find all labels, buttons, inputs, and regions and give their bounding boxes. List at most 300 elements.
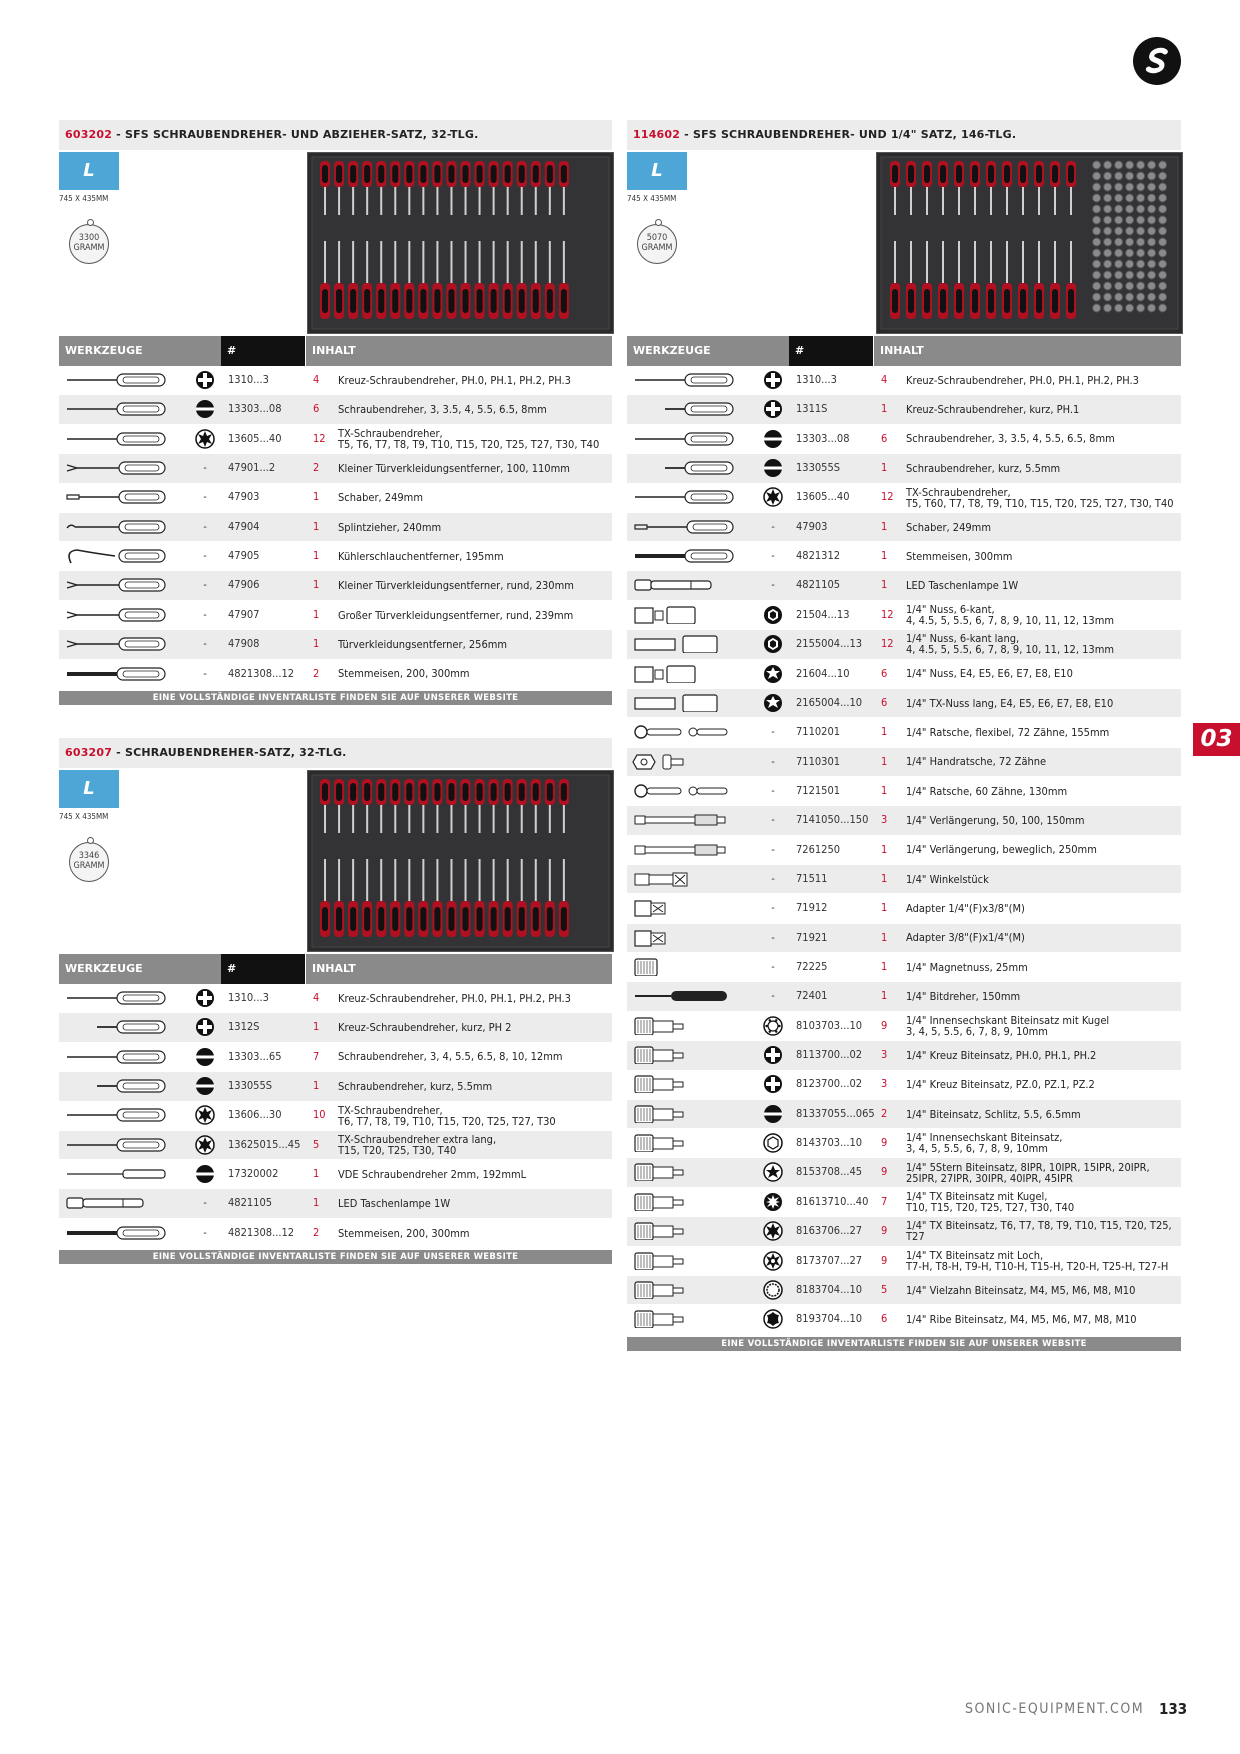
socket-long-tool-icon — [631, 694, 735, 712]
article-code[interactable]: 603207 — [65, 746, 113, 759]
table-row[interactable] — [59, 630, 612, 659]
description: Schaber, 249mm — [906, 520, 991, 534]
article-number: 7110301 — [796, 754, 841, 768]
vde-tool-icon — [63, 1165, 167, 1183]
ujoint-tool-icon — [631, 870, 735, 888]
quantity: 9 — [881, 1136, 888, 1150]
no-symbol: - — [203, 637, 207, 651]
article-number: 8123700...02 — [796, 1077, 863, 1091]
quantity: 1 — [881, 871, 888, 885]
chisel-tool-icon — [631, 547, 735, 565]
ratchet-tool-icon — [631, 782, 735, 800]
description: 1/4" Handratsche, 72 Zähne — [906, 755, 1047, 769]
article-number: 8163706...27 — [796, 1224, 863, 1238]
quantity: 1 — [881, 402, 888, 416]
table-row[interactable] — [627, 1247, 1181, 1276]
article-number: 13303...65 — [228, 1049, 282, 1063]
description: Stemmeisen, 300mm — [906, 549, 1013, 563]
description: 1/4" TX Biteinsatz mit Kugel, T10, T15, T20, T25, T27, T30, T40 — [906, 1190, 1075, 1215]
table-row[interactable] — [59, 1189, 612, 1218]
article-number: 47903 — [228, 490, 260, 504]
table-row[interactable] — [627, 718, 1181, 747]
section-title — [627, 120, 1181, 150]
quantity: 9 — [881, 1224, 888, 1238]
description: VDE Schraubendreher 2mm, 192mmL — [338, 1167, 527, 1181]
quantity: 1 — [313, 490, 320, 504]
description: Schraubendreher, 3, 4, 5.5, 6.5, 8, 10, 12mm — [338, 1050, 563, 1064]
description: Kreuz-Schraubendreher, PH.0, PH.1, PH.2, PH.3 — [338, 991, 571, 1005]
slot-profile-icon — [762, 1104, 784, 1124]
quantity: 1 — [881, 842, 888, 856]
weight-unit: GRAMM — [73, 243, 105, 253]
article-number: 72225 — [796, 960, 828, 973]
description: 1/4" Nuss, 6-kant, 4, 4.5, 5, 5.5, 6, 7, 8, 9, 10, 11, 12, 13mm — [906, 603, 1115, 628]
quantity: 6 — [881, 666, 888, 680]
description: 1/4" TX Biteinsatz, T6, T7, T8, T9, T10, T15, T20, T25, T27 — [906, 1219, 1172, 1244]
drawer-dimensions: 745 X 435MM — [59, 812, 109, 821]
quantity: 1 — [881, 519, 888, 533]
description: Adapter 3/8"(F)x1/4"(M) — [906, 931, 1025, 945]
no-symbol: - — [771, 989, 775, 1003]
table-row[interactable] — [627, 1217, 1181, 1246]
description: 1/4" Ribe Biteinsatz, M4, M5, M6, M7, M8, M10 — [906, 1312, 1137, 1326]
weight-tag-icon — [637, 224, 677, 264]
table-row[interactable] — [627, 454, 1181, 483]
article-number: 47905 — [228, 549, 260, 563]
description: 1/4" Verlängerung, beweglich, 250mm — [906, 843, 1097, 857]
quantity: 9 — [881, 1018, 888, 1032]
remover-tool-icon — [63, 459, 167, 477]
description: 1/4" Ratsche, flexibel, 72 Zähne, 155mm — [906, 725, 1110, 739]
col-tools: WERKZEUGE — [59, 336, 221, 366]
table-row[interactable] — [627, 1041, 1181, 1070]
tool-tray-photo — [307, 152, 614, 334]
no-symbol: - — [771, 813, 775, 827]
table-row[interactable] — [59, 1013, 612, 1042]
screwdriver-tool-icon — [631, 430, 735, 448]
table-row[interactable] — [627, 483, 1181, 512]
quantity: 6 — [313, 402, 320, 416]
article-number: 8173707...27 — [796, 1253, 863, 1267]
quantity: 1 — [881, 901, 888, 915]
cross-profile-icon — [762, 1074, 784, 1094]
no-symbol: - — [771, 930, 775, 944]
article-number: 4821312 — [796, 549, 841, 563]
quantity: 12 — [881, 637, 894, 651]
drawer-size-badge: L — [59, 152, 119, 190]
quantity: 6 — [881, 1312, 888, 1326]
set-title: - SFS SCHRAUBENDREHER- UND ABZIEHER-SATZ, 32-TLG. — [112, 128, 479, 141]
article-number: 13303...08 — [228, 402, 282, 416]
quantity: 3 — [881, 1048, 888, 1062]
inventory-note[interactable]: EINE VOLLSTÄNDIGE INVENTARLISTE FINDEN SIE AUF UNSERER WEBSITE — [627, 1337, 1181, 1351]
no-symbol: - — [771, 754, 775, 768]
quantity: 1 — [313, 1079, 320, 1093]
col-tools: WERKZEUGE — [59, 954, 221, 984]
torxball-profile-icon — [762, 1192, 784, 1212]
article-number: 47906 — [228, 578, 260, 592]
description: 1/4" Bitdreher, 150mm — [906, 990, 1021, 1004]
table-row[interactable] — [627, 1305, 1181, 1334]
article-number: 81337055...065 — [796, 1106, 875, 1120]
table-row[interactable] — [627, 366, 1181, 395]
table-row[interactable] — [627, 601, 1181, 630]
description: Adapter 1/4"(F)x3/8"(M) — [906, 902, 1025, 916]
stubby-tool-icon — [631, 400, 735, 418]
stubby-tool-icon — [631, 459, 735, 477]
description: Großer Türverkleidungsentferner, rund, 239mm — [338, 608, 574, 622]
quantity: 1 — [313, 578, 320, 592]
table-row[interactable] — [59, 1219, 612, 1248]
puller-tool-icon — [63, 518, 167, 536]
table-row[interactable] — [627, 395, 1181, 424]
bitsocket-tool-icon — [631, 1281, 735, 1299]
extension-tool-icon — [631, 811, 735, 829]
no-symbol: - — [771, 960, 775, 973]
article-number: 4821105 — [228, 1196, 273, 1210]
socket-tool-icon — [631, 665, 735, 683]
table-row[interactable] — [59, 1072, 612, 1101]
cross-profile-icon — [194, 1017, 216, 1037]
article-number: 21604...10 — [796, 666, 850, 680]
no-symbol: - — [203, 461, 207, 475]
table-row[interactable] — [59, 454, 612, 483]
inventory-note[interactable]: EINE VOLLSTÄNDIGE INVENTARLISTE FINDEN SIE AUF UNSERER WEBSITE — [59, 1250, 612, 1264]
description: Schraubendreher, kurz, 5.5mm — [338, 1079, 493, 1093]
article-number: 13606...30 — [228, 1108, 282, 1122]
no-symbol: - — [203, 490, 207, 504]
bitsocket-tool-icon — [631, 1046, 735, 1064]
table-row[interactable] — [59, 542, 612, 571]
cross-profile-icon — [194, 370, 216, 390]
quantity: 7 — [881, 1194, 888, 1208]
description: LED Taschenlampe 1W — [338, 1197, 451, 1211]
description: TX-Schraubendreher, T6, T7, T8, T9, T10, T15, T20, T25, T27, T30 — [338, 1103, 556, 1128]
bitsocket-tool-icon — [631, 1163, 735, 1181]
table-row[interactable] — [627, 513, 1181, 542]
description: Kreuz-Schraubendreher, kurz, PH 2 — [338, 1021, 512, 1035]
quantity: 1 — [313, 1167, 320, 1181]
table-row[interactable] — [59, 366, 612, 395]
table-row[interactable] — [627, 1100, 1181, 1129]
quantity: 7 — [313, 1049, 320, 1063]
description: 1/4" TX-Nuss lang, E4, E5, E6, E7, E8, E10 — [906, 696, 1114, 710]
bitsocket-tool-icon — [631, 1222, 735, 1240]
table-row[interactable] — [59, 601, 612, 630]
quantity: 1 — [313, 519, 320, 533]
article-number: 8183704...10 — [796, 1282, 863, 1296]
description: Kleiner Türverkleidungsentferner, rund, 230mm — [338, 579, 574, 593]
description: TX-Schraubendreher extra lang, T15, T20, T25, T30, T40 — [338, 1133, 497, 1157]
article-number: 133055S — [796, 461, 841, 475]
screwdriver-tool-icon — [63, 1136, 167, 1154]
quantity: 9 — [881, 1165, 888, 1179]
table-row[interactable] — [59, 660, 612, 689]
inventory-note[interactable]: EINE VOLLSTÄNDIGE INVENTARLISTE FINDEN SIE AUF UNSERER WEBSITE — [59, 691, 612, 705]
scraper-tool-icon — [63, 488, 167, 506]
cross-profile-icon — [762, 399, 784, 419]
col-number: # — [789, 336, 873, 366]
table-row[interactable] — [627, 806, 1181, 835]
article-number: 4821308...12 — [228, 1225, 295, 1239]
quantity: 1 — [313, 549, 320, 563]
no-symbol: - — [771, 901, 775, 915]
quantity: 1 — [881, 461, 888, 475]
magnet-tool-icon — [631, 958, 735, 976]
screwdriver-tool-icon — [63, 371, 167, 389]
description: Schaber, 249mm — [338, 491, 423, 505]
table-row[interactable] — [627, 660, 1181, 689]
bitsocket-tool-icon — [631, 1252, 735, 1270]
article-number: 8113700...02 — [796, 1048, 863, 1062]
table-row[interactable] — [627, 425, 1181, 454]
table-row[interactable] — [59, 1131, 612, 1160]
article-number: 47904 — [228, 519, 260, 533]
table-row[interactable] — [59, 1043, 612, 1072]
description: 1/4" Nuss, E4, E5, E6, E7, E8, E10 — [906, 667, 1073, 681]
slot-profile-icon — [194, 1076, 216, 1096]
description: TX-Schraubendreher, T5, T6, T7, T8, T9, T10, T15, T20, T25, T27, T30, T40 — [338, 426, 600, 451]
lamp-tool-icon — [631, 576, 735, 594]
bitdriver-tool-icon — [631, 987, 735, 1005]
screwdriver-tool-icon — [631, 371, 735, 389]
description: 1/4" Kreuz Biteinsatz, PH.0, PH.1, PH.2 — [906, 1048, 1097, 1062]
quantity: 1 — [313, 607, 320, 621]
weight-value: 3300 — [78, 233, 100, 243]
slot-profile-icon — [194, 1047, 216, 1067]
table-row[interactable] — [59, 1160, 612, 1189]
quantity: 12 — [313, 431, 326, 445]
article-number: 2165004...10 — [796, 695, 863, 709]
table-row[interactable] — [627, 777, 1181, 806]
table-row[interactable] — [627, 924, 1181, 953]
description: Stemmeisen, 200, 300mm — [338, 1226, 470, 1240]
table-row[interactable] — [59, 571, 612, 600]
description: 1/4" Verlängerung, 50, 100, 150mm — [906, 814, 1085, 827]
article-number: 8153708...45 — [796, 1165, 863, 1179]
set-title: - SCHRAUBENDREHER-SATZ, 32-TLG. — [112, 746, 347, 759]
article-number: 7141050...150 — [796, 813, 869, 827]
article-number: 2155004...13 — [796, 637, 863, 651]
article-number: 1312S — [228, 1020, 260, 1034]
no-symbol: - — [203, 549, 207, 563]
article-number: 71921 — [796, 930, 828, 944]
table-row[interactable] — [627, 836, 1181, 865]
table-row[interactable] — [627, 571, 1181, 600]
weight-tag-icon — [69, 224, 109, 264]
table-row[interactable] — [59, 513, 612, 542]
section-title — [59, 120, 612, 150]
table-row[interactable] — [627, 865, 1181, 894]
description: 1/4" Kreuz Biteinsatz, PZ.0, PZ.1, PZ.2 — [906, 1078, 1095, 1092]
table-row[interactable] — [59, 425, 612, 454]
adapter-tool-icon — [631, 929, 735, 947]
no-symbol: - — [771, 549, 775, 563]
article-number: 4821308...12 — [228, 666, 295, 680]
bitsocket-tool-icon — [631, 1017, 735, 1035]
weight-unit: GRAMM — [73, 861, 105, 871]
table-row[interactable] — [627, 689, 1181, 718]
article-number: 47901...2 — [228, 461, 276, 475]
description: Stemmeisen, 200, 300mm — [338, 667, 470, 681]
adapter-tool-icon — [631, 899, 735, 917]
table-row[interactable] — [627, 748, 1181, 777]
no-symbol: - — [203, 1225, 207, 1239]
description: 1/4" 5Stern Biteinsatz, 8IPR, 10IPR, 15IPR, 20IPR, 25IPR, 27IPR, 30IPR, 40IPR, 45IPR — [906, 1160, 1150, 1185]
lamp-tool-icon — [63, 1194, 167, 1212]
table-row[interactable] — [627, 542, 1181, 571]
torx-profile-icon — [194, 1135, 216, 1155]
no-symbol: - — [771, 783, 775, 797]
weight-value: 3346 — [78, 851, 100, 861]
no-symbol: - — [203, 666, 207, 680]
table-row[interactable] — [627, 953, 1181, 982]
screwdriver-tool-icon — [63, 430, 167, 448]
article-number: 1311S — [796, 402, 828, 416]
quantity: 4 — [881, 373, 888, 386]
hexo-profile-icon — [762, 1133, 784, 1153]
cross-profile-icon — [762, 1045, 784, 1065]
quantity: 6 — [881, 695, 888, 709]
weight-unit: GRAMM — [641, 243, 673, 253]
chisel-tool-icon — [63, 665, 167, 683]
description: 1/4" Innensechskant Biteinsatz mit Kugel 3, 4, 5, 5.5, 6, 7, 8, 9, 10mm — [906, 1013, 1110, 1038]
remover-tool-icon — [63, 635, 167, 653]
table-row[interactable] — [627, 1158, 1181, 1187]
table-row[interactable] — [627, 1276, 1181, 1305]
article-number: 1310...3 — [228, 373, 269, 386]
table-row[interactable] — [59, 984, 612, 1013]
extension-tool-icon — [631, 841, 735, 859]
article-number: 8143703...10 — [796, 1136, 863, 1150]
article-number: 13625015...45 — [228, 1137, 301, 1151]
sonic-logo-icon — [1133, 37, 1181, 85]
no-symbol: - — [203, 578, 207, 592]
article-number: 1310...3 — [228, 991, 269, 1004]
table-header — [59, 336, 612, 366]
ribe-profile-icon — [762, 1309, 784, 1329]
description: 1/4" Ratsche, 60 Zähne, 130mm — [906, 784, 1068, 798]
torx-profile-icon — [194, 429, 216, 449]
hex-profile-icon — [762, 634, 784, 654]
quantity: 2 — [313, 666, 320, 680]
quantity: 2 — [881, 1106, 888, 1120]
table-row[interactable] — [627, 1012, 1181, 1041]
col-contents: INHALT — [874, 336, 1181, 366]
torxhole-profile-icon — [762, 1251, 784, 1271]
table-row[interactable] — [59, 483, 612, 512]
spline-profile-icon — [762, 1280, 784, 1300]
quantity: 1 — [881, 578, 888, 592]
table-row[interactable] — [59, 395, 612, 424]
no-symbol: - — [771, 725, 775, 739]
description: 1/4" Nuss, 6-kant lang, 4, 4.5, 5, 5.5, 6, 7, 8, 9, 10, 11, 12, 13mm — [906, 632, 1115, 657]
article-code[interactable]: 114602 — [633, 128, 681, 141]
socket-tool-icon — [631, 606, 735, 624]
table-row[interactable] — [627, 1188, 1181, 1217]
article-number: 71912 — [796, 901, 828, 915]
quantity: 1 — [881, 930, 888, 944]
table-row[interactable] — [627, 894, 1181, 923]
description: Schraubendreher, kurz, 5.5mm — [906, 461, 1061, 475]
table-row[interactable] — [627, 1129, 1181, 1158]
stubby-tool-icon — [63, 1077, 167, 1095]
col-number: # — [221, 336, 305, 366]
table-row[interactable] — [627, 1070, 1181, 1099]
article-number: 17320002 — [228, 1167, 279, 1181]
table-row[interactable] — [627, 630, 1181, 659]
table-row[interactable] — [59, 1101, 612, 1130]
col-contents: INHALT — [306, 954, 612, 984]
quantity: 3 — [881, 813, 888, 827]
col-contents: INHALT — [306, 336, 612, 366]
no-symbol: - — [771, 578, 775, 592]
bitsocket-tool-icon — [631, 1075, 735, 1093]
quantity: 10 — [313, 1108, 326, 1122]
quantity: 3 — [881, 1077, 888, 1091]
cross-profile-icon — [194, 988, 216, 1008]
article-code[interactable]: 603202 — [65, 128, 113, 141]
table-header — [627, 336, 1181, 366]
quantity: 5 — [313, 1137, 320, 1151]
quantity: 4 — [313, 373, 320, 386]
article-number: 7110201 — [796, 725, 841, 739]
description: Schraubendreher, 3, 3.5, 4, 5.5, 6.5, 8mm — [906, 432, 1115, 446]
article-number: 13605...40 — [228, 431, 282, 445]
quantity: 12 — [881, 490, 894, 504]
quantity: 4 — [313, 991, 320, 1004]
tool-tray-photo — [876, 152, 1183, 334]
estar-profile-icon — [762, 693, 784, 713]
screwdriver-tool-icon — [63, 1106, 167, 1124]
quantity: 1 — [881, 960, 888, 973]
bitsocket-tool-icon — [631, 1310, 735, 1328]
ratchet-tool-icon — [631, 723, 735, 741]
table-row[interactable] — [627, 982, 1181, 1011]
article-number: 81613710...40 — [796, 1194, 869, 1208]
socket-long-tool-icon — [631, 635, 735, 653]
description: Schraubendreher, 3, 3.5, 4, 5.5, 6.5, 8mm — [338, 403, 547, 417]
table-header — [59, 954, 612, 984]
torx-profile-icon — [762, 1221, 784, 1241]
screwdriver-tool-icon — [63, 989, 167, 1007]
description: Kreuz-Schraubendreher, PH.0, PH.1, PH.2, PH.3 — [906, 373, 1139, 387]
slot-profile-icon — [194, 1164, 216, 1184]
description: LED Taschenlampe 1W — [906, 579, 1019, 593]
description: TX-Schraubendreher, T5, T60, T7, T8, T9, T10, T15, T20, T25, T27, T30, T40 — [906, 485, 1174, 510]
col-tools: WERKZEUGE — [627, 336, 789, 366]
article-number: 1310...3 — [796, 373, 837, 386]
description: 1/4" Biteinsatz, Schlitz, 5.5, 6.5mm — [906, 1107, 1081, 1121]
no-symbol: - — [203, 519, 207, 533]
slot-profile-icon — [762, 429, 784, 449]
chapter-tab[interactable]: 03 — [1193, 723, 1240, 756]
quantity: 1 — [881, 725, 888, 739]
hexball-profile-icon — [762, 1016, 784, 1036]
chisel-tool-icon — [63, 1224, 167, 1242]
hand-ratchet-tool-icon — [631, 753, 735, 771]
slot-profile-icon — [194, 399, 216, 419]
quantity: 1 — [881, 783, 888, 797]
quantity: 1 — [313, 1020, 320, 1034]
page-number: 133 — [1159, 1700, 1188, 1718]
hook-tool-icon — [63, 547, 167, 565]
description: 1/4" Innensechskant Biteinsatz, 3, 4, 5, 5.5, 6, 7, 8, 9, 10mm — [906, 1131, 1063, 1156]
estar-profile-icon — [762, 664, 784, 684]
description: Kühlerschlauchentferner, 195mm — [338, 549, 504, 563]
description: Kreuz-Schraubendreher, PH.0, PH.1, PH.2, PH.3 — [338, 373, 571, 387]
website-url[interactable]: SONIC-EQUIPMENT.COM — [965, 1701, 1145, 1717]
